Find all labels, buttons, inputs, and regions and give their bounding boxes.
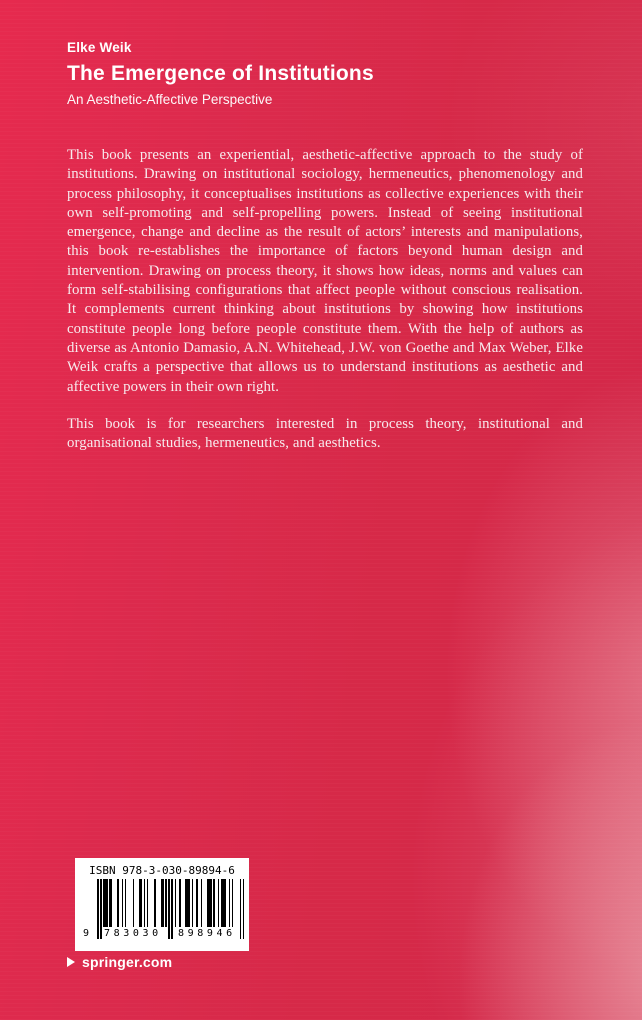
barcode-bar: [144, 879, 146, 927]
barcode-bar: [175, 879, 177, 927]
barcode-bar: [109, 879, 112, 927]
barcode-bar: [185, 879, 190, 927]
barcode-bar: [103, 879, 108, 927]
barcode-bar: [161, 879, 164, 927]
barcode-bar: [229, 879, 231, 927]
barcode-bar: [232, 879, 234, 927]
author-name: Elke Weik: [67, 40, 132, 55]
blurb-paragraph-2: This book is for researchers interested in process theory, institutional and organisational studies, hermeneutics, and aesthetics.: [67, 415, 583, 452]
isbn-label: ISBN 978-3-030-89894-6: [89, 864, 235, 877]
barcode-bar: [117, 879, 119, 927]
barcode-digits-left: 783030: [104, 928, 162, 939]
barcode-digits-right: 898946: [178, 928, 236, 939]
barcode-bar: [100, 879, 102, 939]
barcode-bar: [243, 879, 245, 939]
barcode-bar: [147, 879, 149, 927]
barcode-bar: [165, 879, 167, 927]
barcode-bar: [97, 879, 99, 939]
barcode-bar: [221, 879, 226, 927]
barcode-bar: [139, 879, 142, 927]
publisher-url: springer.com: [82, 954, 173, 970]
barcode-bar: [196, 879, 198, 927]
blurb-text: [67, 146, 583, 453]
book-subtitle: An Aesthetic-Affective Perspective: [67, 92, 273, 107]
barcode-bar: [125, 879, 127, 927]
barcode-bar: [213, 879, 215, 927]
barcode-bar: [133, 879, 135, 927]
barcode-bar: [154, 879, 156, 927]
title-block: [67, 40, 374, 107]
barcode-bar: [122, 879, 124, 927]
barcode-bar: [240, 879, 242, 939]
blurb-paragraph-1: This book presents an experiential, aesthetic-affective approach to the study of institutions. Drawing on institutional sociology, hermeneutics, phenomenology and process philosophy, it conceptualises institutions as collective experiences with their own self-promoting and self-propelling powers. Instead of seeing institutional emergence, change and decline as the result of actors’ interests and manipulations, this book re-establishes the importance of factors beyond human design and intervention. Drawing on process theory, it shows how ideas, norms and values can form self-stabilising configurations that affect people without conscious realisation. It complements current thinking about institutions by showing how institutions constitute people long before people constitute them. With the help of authors as diverse as Antonio Damasio, A.N. Whitehead, J.W. von Goethe and Max Weber, Elke Weik crafts a perspective that allows us to understand institutions as aesthetic and affective powers in their own right.: [67, 147, 583, 395]
barcode-bar: [201, 879, 203, 927]
barcode-bar: [218, 879, 220, 927]
ean13-barcode: [83, 879, 245, 939]
barcode-bar: [168, 879, 170, 939]
barcode-bar: [207, 879, 212, 927]
isbn-barcode-panel: [75, 858, 249, 951]
play-arrow-icon: [67, 957, 75, 967]
barcode-digit-first: 9: [83, 928, 90, 939]
barcode-bar: [192, 879, 194, 927]
barcode-bar: [179, 879, 181, 927]
book-title: The Emergence of Institutions: [67, 62, 374, 85]
barcode-bar: [171, 879, 173, 939]
publisher-footer: [67, 954, 172, 970]
